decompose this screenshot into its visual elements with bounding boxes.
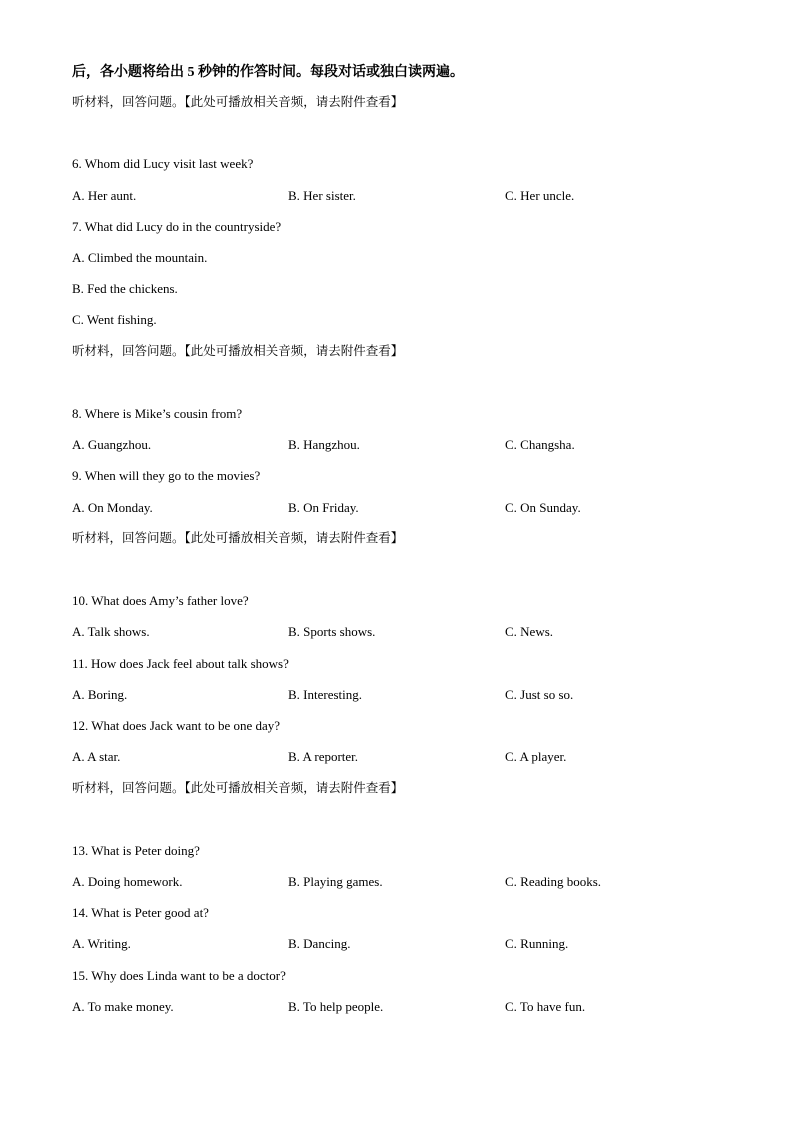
q6-option-a: A. Her aunt.: [72, 188, 137, 203]
q12-option-b: B. A reporter.: [288, 749, 359, 764]
question-8: 8. Where is Mike’s cousin from?: [72, 406, 243, 421]
q10-option-b: B. Sports shows.: [288, 624, 376, 639]
question-15: 15. Why does Linda want to be a doctor?: [72, 968, 286, 983]
q9-option-c: C. On Sunday.: [505, 500, 581, 515]
q13-option-b: B. Playing games.: [288, 874, 383, 889]
q8-option-c: C. Changsha.: [505, 437, 575, 452]
q11-option-a: A. Boring.: [72, 687, 128, 702]
q8-option-a: A. Guangzhou.: [72, 437, 152, 452]
audio-note: 听材料，回答问题。【此处可播放相关音频，请去附件查看】: [72, 530, 404, 545]
question-12: 12. What does Jack want to be one day?: [72, 718, 281, 733]
q14-option-a: A. Writing.: [72, 936, 131, 951]
q10-option-c: C. News.: [505, 624, 554, 639]
section-instruction: 后，各小题将给出 5 秒钟的作答时间。每段对话或独白读两遍。: [72, 65, 464, 80]
q8-option-b: B. Hangzhou.: [288, 437, 360, 452]
q11-option-b: B. Interesting.: [288, 687, 363, 702]
q9-option-a: A. On Monday.: [72, 500, 153, 515]
question-13: 13. What is Peter doing?: [72, 843, 200, 858]
q14-option-c: C. Running.: [505, 936, 569, 951]
q14-option-b: B. Dancing.: [288, 936, 351, 951]
q9-option-b: B. On Friday.: [288, 500, 359, 515]
q12-option-a: A. A star.: [72, 749, 121, 764]
audio-note: 听材料，回答问题。【此处可播放相关音频，请去附件查看】: [72, 94, 404, 109]
q15-option-b: B. To help people.: [288, 999, 384, 1014]
question-11: 11. How does Jack feel about talk shows?: [72, 656, 289, 671]
question-14: 14. What is Peter good at?: [72, 905, 209, 920]
q6-option-b: B. Her sister.: [288, 188, 356, 203]
audio-note: 听材料，回答问题。【此处可播放相关音频，请去附件查看】: [72, 780, 404, 795]
q15-option-c: C. To have fun.: [505, 999, 586, 1014]
question-10: 10. What does Amy’s father love?: [72, 593, 249, 608]
q13-option-c: C. Reading books.: [505, 874, 602, 889]
question-7: 7. What did Lucy do in the countryside?: [72, 219, 282, 234]
q7-option-a: A. Climbed the mountain.: [72, 250, 208, 265]
q13-option-a: A. Doing homework.: [72, 874, 183, 889]
question-9: 9. When will they go to the movies?: [72, 468, 261, 483]
q12-option-c: C. A player.: [505, 749, 567, 764]
q10-option-a: A. Talk shows.: [72, 624, 150, 639]
q15-option-a: A. To make money.: [72, 999, 174, 1014]
q6-option-c: C. Her uncle.: [505, 188, 575, 203]
q7-option-c: C. Went fishing.: [72, 312, 157, 327]
question-6: 6. Whom did Lucy visit last week?: [72, 156, 254, 171]
q7-option-b: B. Fed the chickens.: [72, 281, 178, 296]
audio-note: 听材料，回答问题。【此处可播放相关音频，请去附件查看】: [72, 343, 404, 358]
q11-option-c: C. Just so so.: [505, 687, 574, 702]
